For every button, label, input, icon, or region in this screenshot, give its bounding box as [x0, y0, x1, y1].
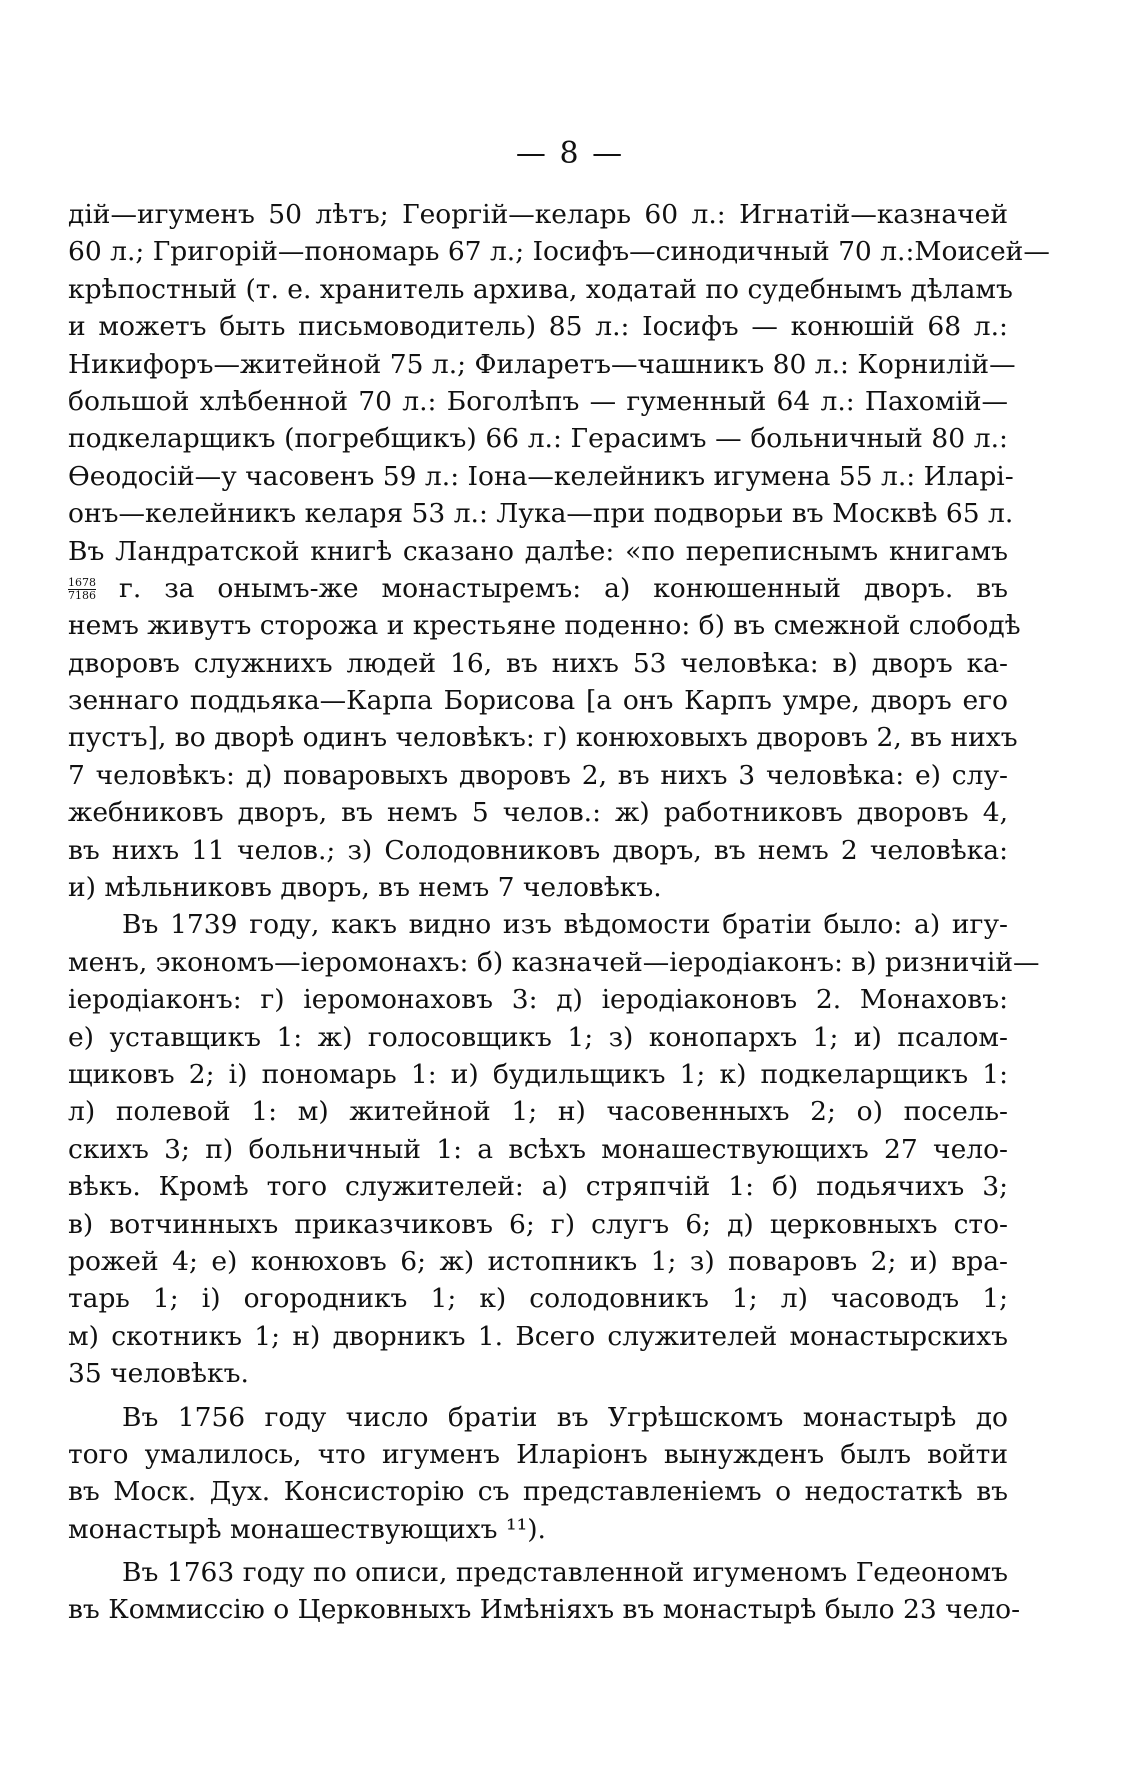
text-line: щиковъ 2; і) пономарь 1: и) будильщикъ 1; к) подкеларщикъ 1: — [68, 1058, 1008, 1090]
text-line: Въ 1763 году по описи, представленной игуменомъ Гедеономъ — [122, 1557, 1008, 1589]
text-line: и) мѣльниковъ дворъ, въ немъ 7 человѣкъ. — [68, 872, 662, 904]
text-line: е) уставщикъ 1: ж) голосовщикъ 1; з) конопархъ 1; и) псалом- — [68, 1021, 1008, 1053]
text-line: Въ 1739 году, какъ видно изъ вѣдомости братіи было: а) игу- — [122, 909, 1008, 941]
text-line-rest: г. за онымъ-же монастыремъ: а) конюшенный дворъ. въ — [118, 572, 1008, 604]
text-line: дій—игуменъ 50 лѣтъ; Георгій—келарь 60 л.: Игнатій—казначей — [68, 199, 1008, 230]
text-line: Никифоръ—житейной 75 л.; Филаретъ—чашникъ 80 л.: Корнилій— — [68, 348, 1016, 380]
text-line-with-fraction — [68, 570, 1008, 607]
text-line: рожей 4; е) конюховъ 6; ж) истопникъ 1; з) поваровъ 2; и) вра- — [68, 1245, 1008, 1277]
fraction-denominator: 7186 — [68, 589, 96, 603]
text-line: того умалилось, что игуменъ Иларіонъ вынужденъ былъ войти — [68, 1438, 1008, 1470]
text-line: скихъ 3; п) больничный 1: а всѣхъ монашествующихъ 27 чело- — [68, 1133, 1008, 1165]
fraction-numerator: 1678 — [68, 576, 96, 590]
text-line: въ Коммиссію о Церковныхъ Имѣніяхъ въ монастырѣ было 23 чело- — [68, 1594, 1021, 1626]
text-line: 7 человѣкъ: д) поваровыхъ дворовъ 2, въ нихъ 3 человѣка: е) слу- — [68, 759, 1008, 791]
text-line: подкеларщикъ (погребщикъ) 66 л.: Герасимъ — больничный 80 л.: — [68, 423, 1008, 455]
text-line: Въ 1756 году число братіи въ Угрѣшскомъ монастырѣ до — [122, 1401, 1008, 1433]
page-number: — 8 — — [515, 136, 625, 171]
text-line: вѣкъ. Кромѣ того служителей: а) стряпчій 1: б) подьячихъ 3; — [68, 1171, 1008, 1203]
text-line: крѣпостный (т. е. хранитель архива, ходатай по судебнымъ дѣламъ — [68, 273, 1013, 305]
text-line: онъ—келейникъ келаря 53 л.: Лука—при подворьи въ Москвѣ 65 л. — [68, 498, 1014, 530]
text-line: іеродіаконъ: г) іеромонаховъ 3: д) іеродіаконовъ 2. Монаховъ: — [68, 984, 1008, 1016]
text-line: немъ живутъ сторожа и крестьяне поденно: б) въ смежной слободѣ — [68, 610, 1021, 642]
text-line: монастырѣ монашествующихъ ¹¹). — [68, 1513, 546, 1545]
text-line: 60 л.; Григорій—пономарь 67 л.; Іосифъ—синодичный 70 л.:Моисей— — [68, 236, 1050, 268]
text-line: жебниковъ дворъ, въ немъ 5 челов.: ж) работниковъ дворовъ 4, — [68, 797, 1008, 829]
text-line: пустъ], во дворѣ одинъ человѣкъ: г) конюховыхъ дворовъ 2, въ нихъ — [68, 722, 1018, 754]
text-line: дворовъ служнихъ людей 16, въ нихъ 53 человѣка: в) дворъ ка- — [68, 647, 1008, 679]
text-line: зеннаго поддьяка—Карпа Борисова [а онъ Карпъ умре, дворъ его — [68, 685, 1008, 717]
text-line: въ нихъ 11 челов.; з) Солодовниковъ дворъ, въ немъ 2 человѣка: — [68, 834, 1008, 866]
text-line: 35 человѣкъ. — [68, 1358, 249, 1390]
text-line: в) вотчинныхъ приказчиковъ 6; г) слугъ 6; д) церковныхъ сто- — [68, 1208, 1008, 1240]
text-line: тарь 1; і) огородникъ 1; к) солодовникъ 1; л) часоводъ 1; — [68, 1283, 1008, 1315]
text-line: большой хлѣбенной 70 л.: Боголѣпъ — гуменный 64 л.: Пахомій— — [68, 385, 1008, 417]
text-line: и можетъ быть письмоводитель) 85 л.: Іосифъ — конюшій 68 л.: — [68, 311, 1008, 343]
text-line: менъ, экономъ—іеромонахъ: б) казначей—іеродіаконъ: в) ризничій— — [68, 946, 1040, 978]
text-line: Въ Ландратской книгѣ сказано далѣе: «по переписнымъ книгамъ — [68, 535, 1008, 567]
text-line: въ Моск. Дух. Консисторію съ представленіемъ о недостаткѣ въ — [68, 1476, 1008, 1508]
page-text — [68, 196, 1050, 1629]
year-fraction — [68, 577, 96, 602]
text-line: м) скотникъ 1; н) дворникъ 1. Всего служителей монастырскихъ — [68, 1320, 1008, 1352]
text-line: Ѳеодосій—у часовенъ 59 л.: Іона—келейникъ игумена 55 л.: Иларі- — [68, 460, 1014, 492]
text-line: л) полевой 1: м) житейной 1; н) часовенныхъ 2; о) посель- — [68, 1096, 1008, 1128]
